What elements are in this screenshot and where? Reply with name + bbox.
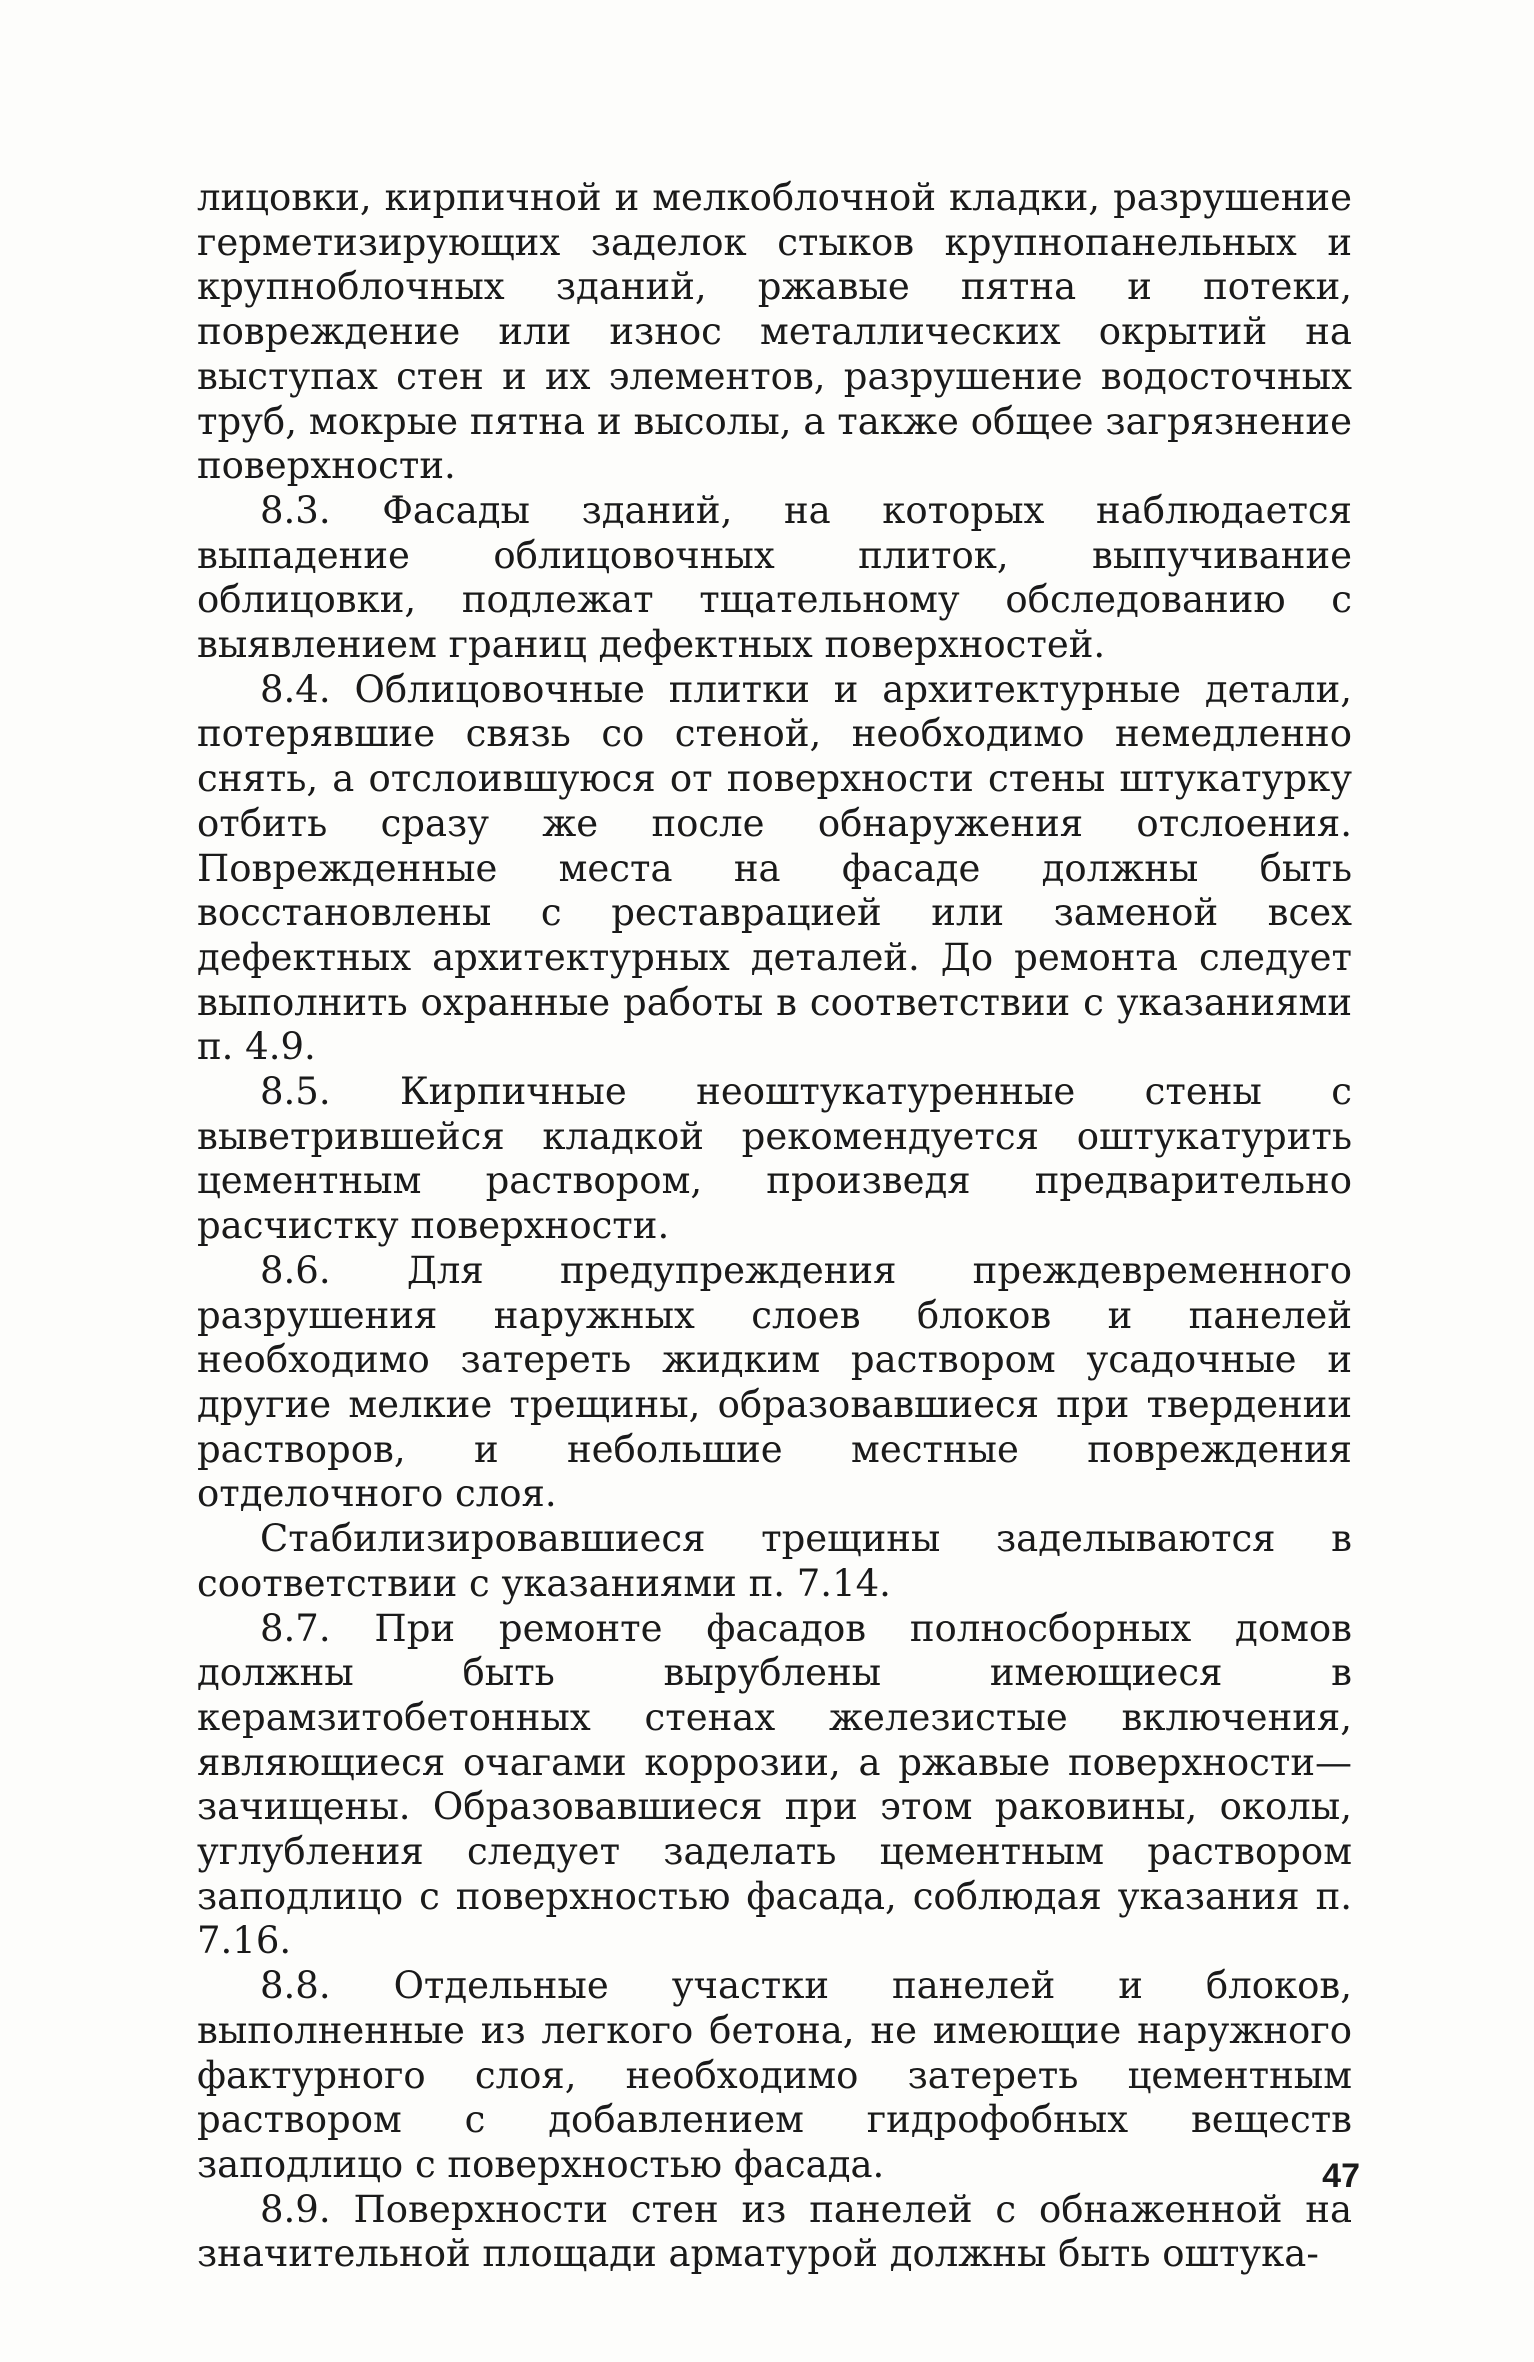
paragraph-8-6-continued: Стабилизировавшиеся трещины заделываются в соответствии с указаниями п. 7.14.	[197, 1517, 1352, 1605]
paragraph-8-6: 8.6. Для предупреждения преждевременного разрушения наружных слоев блоков и панелей необходимо затереть жидким раствором усадочные и другие мелкие трещины, образовавшиеся при твердении растворов, и небольшие местные повреждения отделочного слоя.	[197, 1248, 1352, 1516]
paragraph-8-7: 8.7. При ремонте фасадов полносборных домов должны быть вырублены имеющиеся в керамзитобетонных стенах железистые включения, являющиеся очагами коррозии, а ржавые поверхности— зачищены. Образовавшиеся при этом раковины, околы, углубления следует заделать цементным раствором заподлицо с поверхностью фасада, соблюдая указания п. 7.16.	[197, 1606, 1352, 1963]
body-text	[197, 176, 1352, 2277]
paragraph-8-8: 8.8. Отдельные участки панелей и блоков, выполненные из легкого бетона, не имеющие наружного фактурного слоя, необходимо затереть цементным раствором с добавлением гидрофобных веществ заподлицо с поверхностью фасада.	[197, 1964, 1352, 2186]
paragraph-8-4: 8.4. Облицовочные плитки и архитектурные детали, потерявшие связь со стеной, необходимо немедленно снять, а отслоившуюся от поверхности стены штукатурку отбить сразу же после обнаружения отслоения. Поврежденные места на фасаде должны быть восстановлены с реставрацией или заменой всех дефектных архитектурных деталей. До ремонта следует выполнить охранные работы в соответствии с указаниями п. 4.9.	[197, 667, 1352, 1069]
paragraph-continuation: лицовки, кирпичной и мелкоблочной кладки, разрушение герметизирующих заделок стыков крупнопанельных и крупноблочных зданий, ржавые пятна и потеки, повреждение или износ металлических окрытий на выступах стен и их элементов, разрушение водосточных труб, мокрые пятна и высолы, а также общее загрязнение поверхности.	[197, 176, 1352, 488]
paragraph-8-3: 8.3. Фасады зданий, на которых наблюдается выпадение облицовочных плиток, выпучивание облицовки, подлежат тщательному обследованию с выявлением границ дефектных поверхностей.	[197, 488, 1352, 667]
page-number: 47	[1322, 2157, 1360, 2195]
paragraph-8-5: 8.5. Кирпичные неоштукатуренные стены с выветрившейся кладкой рекомендуется оштукатурить цементным раствором, произведя предварительно расчистку поверхности.	[197, 1070, 1352, 1248]
paragraph-8-9: 8.9. Поверхности стен из панелей с обнаженной на значительной площади арматурой должны быть оштука-	[197, 2187, 1352, 2276]
